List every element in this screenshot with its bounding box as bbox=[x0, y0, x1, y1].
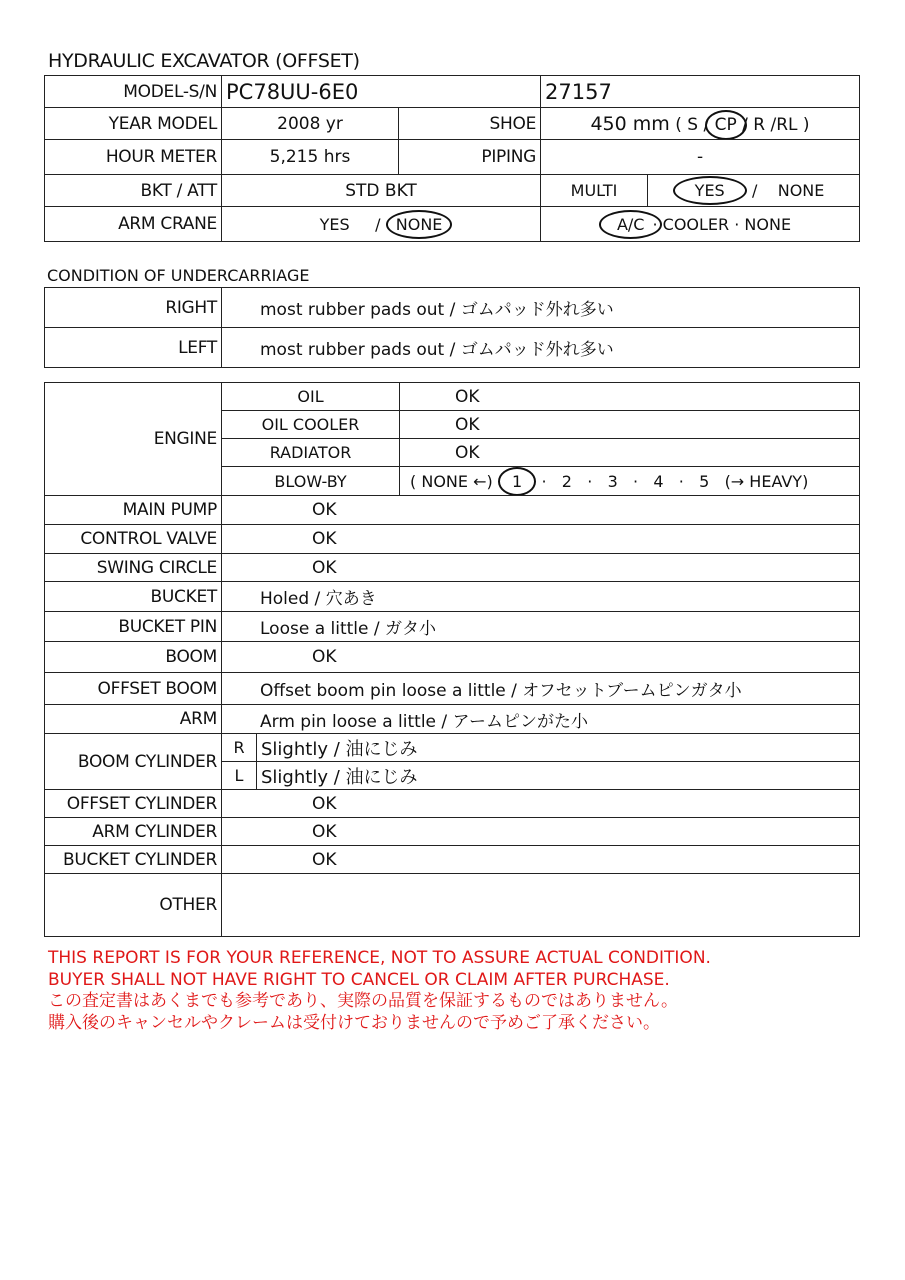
main-pump-value: OK bbox=[222, 496, 860, 525]
arm-label: ARM bbox=[45, 705, 222, 734]
shoe-sep: / bbox=[703, 114, 710, 135]
disclaimer-line: BUYER SHALL NOT HAVE RIGHT TO CANCEL OR CLAIM AFTER PURCHASE. bbox=[48, 969, 670, 990]
boom-cyl-label: BOOM CYLINDER bbox=[45, 734, 222, 790]
hour-value: 5,215 hrs bbox=[222, 140, 399, 175]
serial-value: 27157 bbox=[541, 76, 860, 108]
crane-label: ARM CRANE bbox=[45, 207, 222, 242]
offset-boom-label: OFFSET BOOM bbox=[45, 673, 222, 705]
year-label: YEAR MODEL bbox=[45, 108, 222, 140]
crane-value bbox=[222, 207, 541, 242]
multi-label: MULTI bbox=[541, 175, 648, 207]
bucket-value: Holed / 穴あき bbox=[222, 582, 860, 612]
uc-left-label: LEFT bbox=[45, 328, 222, 368]
radiator-label: RADIATOR bbox=[222, 439, 400, 467]
blowby-prefix: ( NONE ←) bbox=[410, 471, 493, 491]
bkt-value: STD BKT bbox=[222, 175, 541, 207]
crane-none-selected: NONE bbox=[395, 214, 443, 234]
uc-right-label: RIGHT bbox=[45, 288, 222, 328]
piping-label: PIPING bbox=[399, 140, 541, 175]
blowby-scale bbox=[400, 467, 860, 496]
radiator-value: OK bbox=[400, 439, 860, 467]
header-table bbox=[44, 75, 860, 242]
main-pump-label: MAIN PUMP bbox=[45, 496, 222, 525]
bucket-cyl-value: OK bbox=[222, 846, 860, 874]
other-value bbox=[222, 874, 860, 937]
swing-circle-label: SWING CIRCLE bbox=[45, 554, 222, 582]
model-label: MODEL-S/N bbox=[45, 76, 222, 108]
boom-label: BOOM bbox=[45, 642, 222, 673]
crane-sep: / bbox=[375, 214, 381, 234]
shoe-cp-selected: CP bbox=[714, 114, 737, 135]
disclaimer bbox=[48, 948, 711, 1034]
blowby-label: BLOW-BY bbox=[222, 467, 400, 496]
bucket-pin-value: Loose a little / ガタ小 bbox=[222, 612, 860, 642]
uc-right-value: most rubber pads out / ゴムパッド外れ多い bbox=[222, 288, 860, 328]
bucket-label: BUCKET bbox=[45, 582, 222, 612]
other-label: OTHER bbox=[45, 874, 222, 937]
undercarriage-title: CONDITION OF UNDERCARRIAGE bbox=[47, 266, 310, 285]
disclaimer-line: この査定書はあくまでも参考であり、実際の品質を保証するものではありません。 bbox=[48, 991, 679, 1011]
boom-cyl-l-label: L bbox=[222, 762, 257, 790]
shoe-sep-2: / bbox=[742, 114, 748, 135]
multi-value bbox=[648, 175, 860, 207]
oil-value: OK bbox=[400, 383, 860, 411]
multi-none: NONE bbox=[777, 181, 825, 200]
bkt-label: BKT / ATT bbox=[45, 175, 222, 207]
shoe-close: ) bbox=[802, 114, 810, 135]
ac-selected: A/C bbox=[609, 215, 653, 234]
oil-label: OIL bbox=[222, 383, 400, 411]
year-value: 2008 yr bbox=[222, 108, 399, 140]
engine-label: ENGINE bbox=[45, 383, 222, 496]
shoe-size: 450 mm bbox=[590, 112, 670, 135]
control-valve-label: CONTROL VALVE bbox=[45, 525, 222, 554]
hour-label: HOUR METER bbox=[45, 140, 222, 175]
offset-cyl-label: OFFSET CYLINDER bbox=[45, 790, 222, 818]
inspection-table bbox=[44, 382, 860, 937]
shoe-s: S bbox=[687, 114, 699, 135]
offset-cyl-value: OK bbox=[222, 790, 860, 818]
bucket-cyl-label: BUCKET CYLINDER bbox=[45, 846, 222, 874]
offset-boom-value: Offset boom pin loose a little / オフセットブームピンガタ小 bbox=[222, 673, 860, 705]
ac-rest: · COOLER · NONE bbox=[652, 214, 792, 234]
undercarriage-table bbox=[44, 287, 860, 368]
arm-value: Arm pin loose a little / アームピンがた小 bbox=[222, 705, 860, 734]
blowby-rest: · 2 · 3 · 4 · 5 (→ HEAVY) bbox=[541, 471, 809, 491]
disclaimer-line: 購入後のキャンセルやクレームは受付けておりませんので予めご了承ください。 bbox=[48, 1012, 660, 1033]
arm-cyl-value: OK bbox=[222, 818, 860, 846]
piping-value: - bbox=[541, 140, 860, 175]
multi-yes-selected: YES bbox=[683, 181, 737, 200]
page-title: HYDRAULIC EXCAVATOR (OFFSET) bbox=[48, 50, 360, 72]
multi-sep: / bbox=[751, 181, 758, 200]
blowby-selected: 1 bbox=[508, 472, 526, 491]
oil-cooler-value: OK bbox=[400, 411, 860, 439]
shoe-open: ( bbox=[675, 114, 682, 135]
arm-cyl-label: ARM CYLINDER bbox=[45, 818, 222, 846]
swing-circle-value: OK bbox=[222, 554, 860, 582]
shoe-value bbox=[541, 108, 860, 140]
boom-cyl-r-label: R bbox=[222, 734, 257, 762]
bucket-pin-label: BUCKET PIN bbox=[45, 612, 222, 642]
shoe-label: SHOE bbox=[399, 108, 541, 140]
oil-cooler-label: OIL COOLER bbox=[222, 411, 400, 439]
crane-yes: YES bbox=[319, 214, 350, 234]
ac-value bbox=[541, 207, 860, 242]
uc-left-value: most rubber pads out / ゴムパッド外れ多い bbox=[222, 328, 860, 368]
boom-value: OK bbox=[222, 642, 860, 673]
shoe-rl: /RL bbox=[770, 114, 798, 135]
control-valve-value: OK bbox=[222, 525, 860, 554]
shoe-r: R bbox=[753, 114, 766, 135]
boom-cyl-r-value: Slightly / 油にじみ bbox=[257, 734, 860, 762]
disclaimer-line: THIS REPORT IS FOR YOUR REFERENCE, NOT TO ASSURE ACTUAL CONDITION. bbox=[48, 948, 711, 968]
model-value: PC78UU-6E0 bbox=[222, 76, 541, 108]
boom-cyl-l-value: Slightly / 油にじみ bbox=[257, 762, 860, 790]
